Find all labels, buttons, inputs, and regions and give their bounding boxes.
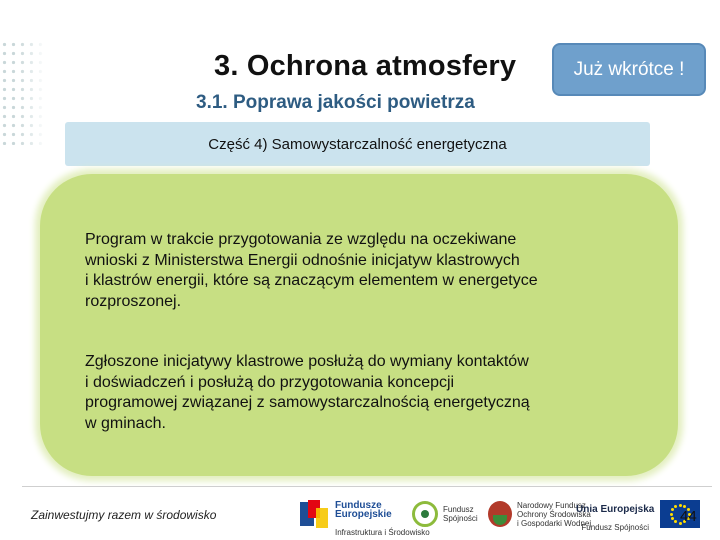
ue-logo-subtitle: Fundusz Spójności (581, 523, 649, 532)
ff-logo-text: Fundusz Spójności (443, 505, 478, 523)
nf-logo-text: Narodowy Fundusz Ochrony Środowiska i Gospodarki Wodnej (517, 500, 592, 528)
fundusz-spojnosci-logo (412, 494, 478, 534)
fundusze-europejskie-logo (300, 494, 430, 537)
coming-soon-label: Już wkrótce ! (573, 58, 685, 80)
slide-title: 3. Ochrona atmosfery (214, 50, 517, 82)
coming-soon-badge (552, 43, 706, 96)
page-number: 44 (680, 508, 697, 525)
fundusze-europejskie-mark-icon (300, 500, 330, 528)
footer-divider (22, 486, 712, 487)
content-paragraph-1: Program w trakcie przygotowania ze względu na oczekiwane wnioski z Ministerstwa Energii odnośnie inicjatyw klastrowych i klastrów energii, które są znaczącym elementem w energetyce rozproszonej. (85, 231, 538, 310)
content-paragraph-2: Zgłoszone inicjatywy klastrowe posłużą do wymiany kontaktów i doświadczeń i posłużą do przygotowania koncepcji programowej związanej z samowystarczalnością energetyczną w gminach. (85, 353, 530, 432)
ue-logo-title: Unia Europejska (576, 504, 655, 515)
part-heading-bar (65, 122, 650, 166)
part-heading-label: Część 4) Samowystarczalność energetyczna (208, 135, 507, 153)
footer-slogan: Zainwestujmy razem w środowisko (31, 508, 217, 522)
slide-subtitle: 3.1. Poprawa jakości powietrza (196, 92, 475, 113)
fe-logo-subtitle: Infrastruktura i Środowisko (335, 527, 430, 537)
fe-logo-title: Fundusze Europejskie (335, 499, 392, 520)
fundusz-spojnosci-mark-icon (412, 501, 438, 527)
decorative-dot-pattern (0, 40, 46, 145)
nfosigw-mark-icon (488, 501, 512, 527)
